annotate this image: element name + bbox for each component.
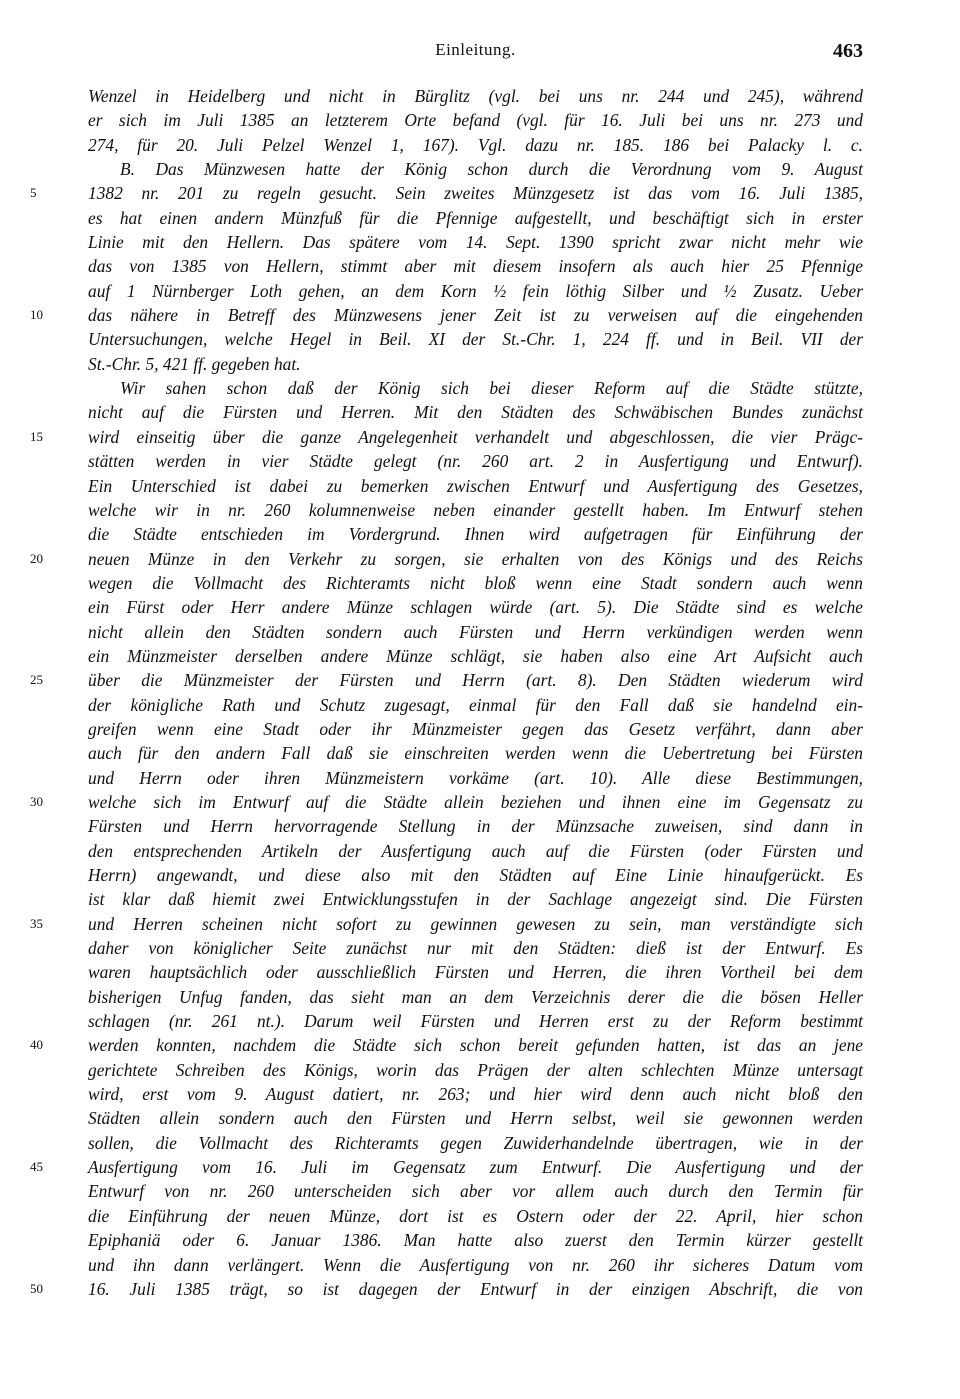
line-text: und Herrn oder ihren Münzmeistern vorkäme (art. 10). Alle diese Bestimmungen, <box>88 767 863 788</box>
text-line <box>88 936 863 960</box>
text-line <box>88 1204 863 1228</box>
line-number: 50 <box>30 1280 43 1296</box>
line-text: greifen wenn eine Stadt oder ihr Münzmeister gegen das Gesetz verfährt, dann aber <box>88 718 863 739</box>
text-line <box>30 181 863 205</box>
line-text: Wir sahen schon daß der König sich bei dieser Reform auf die Städte stützte, <box>120 378 863 399</box>
line-text: nicht auf die Fürsten und Herren. Mit den Städten des Schwäbischen Bundes zunächst <box>88 402 863 423</box>
line-text: die Städte entschieden im Vordergrund. Ihnen wird aufgetragen für Einführung der <box>88 524 863 545</box>
text-line <box>30 425 863 449</box>
text-line <box>88 814 863 838</box>
text-line <box>88 620 863 644</box>
line-number: 45 <box>30 1159 43 1175</box>
line-number: 5 <box>30 185 37 201</box>
page-number: 463 <box>833 40 863 62</box>
line-text: wird einseitig über die ganze Angelegenheit verhandelt und abgeschlossen, die vier Prägc- <box>88 426 863 447</box>
text-line <box>88 254 863 278</box>
line-number: 20 <box>30 550 43 566</box>
text-line <box>88 717 863 741</box>
running-title: Einleitung. <box>435 40 516 59</box>
text-line <box>88 133 863 157</box>
text-line <box>88 985 863 1009</box>
line-text: sollen, die Vollmacht des Richteramts gegen Zuwiderhandelnde übertragen, wie in der <box>88 1132 863 1153</box>
text-line <box>88 206 863 230</box>
line-text: Städten allein sondern auch den Fürsten und Herrn selbst, weil sie gewonnen werden <box>88 1108 863 1129</box>
text-line <box>30 1277 863 1301</box>
line-number: 40 <box>30 1037 43 1053</box>
line-text: auch für den andern Fall daß sie einschreiten werden wenn die Uebertretung bei Fürsten <box>88 743 863 764</box>
text-line <box>88 1009 863 1033</box>
line-text: 1382 nr. 201 zu regeln gesucht. Sein zweites Münzgesetz ist das vom 16. Juli 1385, <box>88 183 863 204</box>
page-header <box>88 40 863 64</box>
line-text: gerichtete Schreiben des Königs, worin das Prägen der alten schlechten Münze untersagt <box>88 1059 863 1080</box>
line-text: daher von königlicher Seite zunächst nur mit den Städten: dieß ist der Entwurf. Es <box>88 938 863 959</box>
line-text: ein Fürst oder Herr andere Münze schlagen würde (art. 5). Die Städte sind es welche <box>88 597 863 618</box>
line-text: wird, erst vom 9. August datiert, nr. 263; und hier wird denn auch nicht bloß den <box>88 1084 863 1105</box>
text-line <box>88 863 863 887</box>
line-text: er sich im Juli 1385 an letzterem Orte befand (vgl. für 16. Juli bei uns nr. 273 und <box>88 110 863 131</box>
line-text: das nähere in Betreff des Münzwesens jener Zeit ist zu verweisen auf die eingehenden <box>88 305 863 326</box>
text-line <box>88 571 863 595</box>
text-line <box>88 1058 863 1082</box>
line-text: über die Münzmeister der Fürsten und Herrn (art. 8). Den Städten wiederum wird <box>88 670 863 691</box>
text-line <box>88 1253 863 1277</box>
line-number: 10 <box>30 307 43 323</box>
line-text: St.-Chr. 5, 421 ff. gegeben hat. <box>88 353 301 374</box>
text-line <box>88 1131 863 1155</box>
line-number: 35 <box>30 915 43 931</box>
line-text: stätten werden in vier Städte gelegt (nr. 260 art. 2 in Ausfertigung und Entwurf). <box>88 451 863 472</box>
text-line <box>88 449 863 473</box>
text-line <box>30 303 863 327</box>
text-line <box>88 230 863 254</box>
text-line <box>30 1155 863 1179</box>
text-line <box>88 522 863 546</box>
text-line <box>88 108 863 132</box>
line-number: 15 <box>30 428 43 444</box>
text-line <box>30 547 863 571</box>
line-text: waren hauptsächlich oder ausschließlich Fürsten und Herren, die ihren Vortheil bei dem <box>88 962 863 983</box>
line-text: bisherigen Unfug fanden, das sieht man an dem Verzeichnis derer die die bösen Heller <box>88 986 863 1007</box>
text-line <box>88 157 863 181</box>
line-text: Untersuchungen, welche Hegel in Beil. XI der St.-Chr. 1, 224 ff. und in Beil. VII der <box>88 329 863 350</box>
text-line <box>88 766 863 790</box>
text-line <box>30 912 863 936</box>
text-line <box>88 279 863 303</box>
line-text: werden konnten, nachdem die Städte sich schon bereit gefunden hatten, ist das an jene <box>88 1035 863 1056</box>
line-text: den entsprechenden Artikeln der Ausfertigung auch auf die Fürsten (oder Fürsten und <box>88 840 863 861</box>
text-line <box>88 84 863 108</box>
line-text: Fürsten und Herrn hervorragende Stellung in der Münzsache zuweisen, sind dann in <box>88 816 863 837</box>
line-text: die Einführung der neuen Münze, dort ist es Ostern oder der 22. April, hier schon <box>88 1205 863 1226</box>
text-line <box>30 790 863 814</box>
text-line <box>88 839 863 863</box>
line-text: Ausfertigung vom 16. Juli im Gegensatz zum Entwurf. Die Ausfertigung und der <box>88 1157 863 1178</box>
text-line <box>88 595 863 619</box>
line-text: Linie mit den Hellern. Das spätere vom 14. Sept. 1390 spricht zwar nicht mehr wie <box>88 232 863 253</box>
text-line <box>88 474 863 498</box>
line-text: 274, für 20. Juli Pelzel Wenzel 1, 167). Vgl. dazu nr. 185. 186 bei Palacky l. c. <box>88 134 863 155</box>
line-text: Entwurf von nr. 260 unterscheiden sich aber vor allem auch durch den Termin für <box>88 1181 863 1202</box>
line-number: 30 <box>30 793 43 809</box>
text-line <box>88 376 863 400</box>
line-text: nicht allein den Städten sondern auch Fürsten und Herrn verkündigen werden wenn <box>88 621 863 642</box>
line-text: ist klar daß hiemit zwei Entwicklungsstufen in der Sachlage angezeigt sind. Die Fürsten <box>88 889 863 910</box>
line-text: neuen Münze in den Verkehr zu sorgen, sie erhalten von des Königs und des Reichs <box>88 548 863 569</box>
text-line <box>88 693 863 717</box>
text-line <box>88 1228 863 1252</box>
line-text: welche wir in nr. 260 kolumnenweise neben einander gestellt haben. Im Entwurf stehen <box>88 499 863 520</box>
line-text: das von 1385 von Hellern, stimmt aber mit diesem insofern als auch hier 25 Pfennige <box>88 256 863 277</box>
text-line <box>88 887 863 911</box>
line-text: und ihn dann verlängert. Wenn die Ausfertigung von nr. 260 ihr sicheres Datum vom <box>88 1254 863 1275</box>
text-line <box>88 352 863 376</box>
line-text: B. Das Münzwesen hatte der König schon durch die Verordnung vom 9. August <box>120 159 863 180</box>
line-text: der königliche Rath und Schutz zugesagt, einmal für den Fall daß sie handelnd ein- <box>88 694 863 715</box>
line-text: und Herren scheinen nicht sofort zu gewinnen gewesen zu sein, man verständigte sich <box>88 913 863 934</box>
text-line <box>88 1106 863 1130</box>
text-line <box>30 1033 863 1057</box>
line-text: es hat einen andern Münzfuß für die Pfennige aufgestellt, und beschäftigt sich in erster <box>88 207 863 228</box>
line-text: welche sich im Entwurf auf die Städte allein beziehen und ihnen eine im Gegensatz zu <box>88 791 863 812</box>
line-text: ein Münzmeister derselben andere Münze schlägt, sie haben also eine Art Aufsicht auch <box>88 645 863 666</box>
body-text <box>30 84 863 1301</box>
line-text: Wenzel in Heidelberg und nicht in Bürglitz (vgl. bei uns nr. 244 und 245), während <box>88 86 863 106</box>
text-line <box>88 644 863 668</box>
text-line <box>88 327 863 351</box>
text-line <box>88 741 863 765</box>
text-line <box>88 498 863 522</box>
line-number: 25 <box>30 672 43 688</box>
line-text: Herrn) angewandt, und diese also mit den Städten auf Eine Linie hinaufgerückt. Es <box>88 865 863 885</box>
text-line <box>88 960 863 984</box>
line-text: Epiphaniä oder 6. Januar 1386. Man hatte also zuerst den Termin kürzer gestellt <box>88 1230 863 1251</box>
text-line <box>88 400 863 424</box>
line-text: 16. Juli 1385 trägt, so ist dagegen der Entwurf in der einzigen Abschrift, die von <box>88 1278 863 1299</box>
text-line <box>88 1082 863 1106</box>
line-text: Ein Unterschied ist dabei zu bemerken zwischen Entwurf und Ausfertigung des Gesetzes, <box>88 475 863 496</box>
text-line <box>88 1179 863 1203</box>
line-text: auf 1 Nürnberger Loth gehen, an dem Korn ½ fein löthig Silber und ½ Zusatz. Ueber <box>88 280 863 301</box>
text-line <box>30 668 863 692</box>
line-text: schlagen (nr. 261 nt.). Darum weil Fürsten und Herren erst zu der Reform bestimmt <box>88 1011 863 1032</box>
line-text: wegen die Vollmacht des Richteramts nicht bloß wenn eine Stadt sondern auch wenn <box>88 572 863 593</box>
